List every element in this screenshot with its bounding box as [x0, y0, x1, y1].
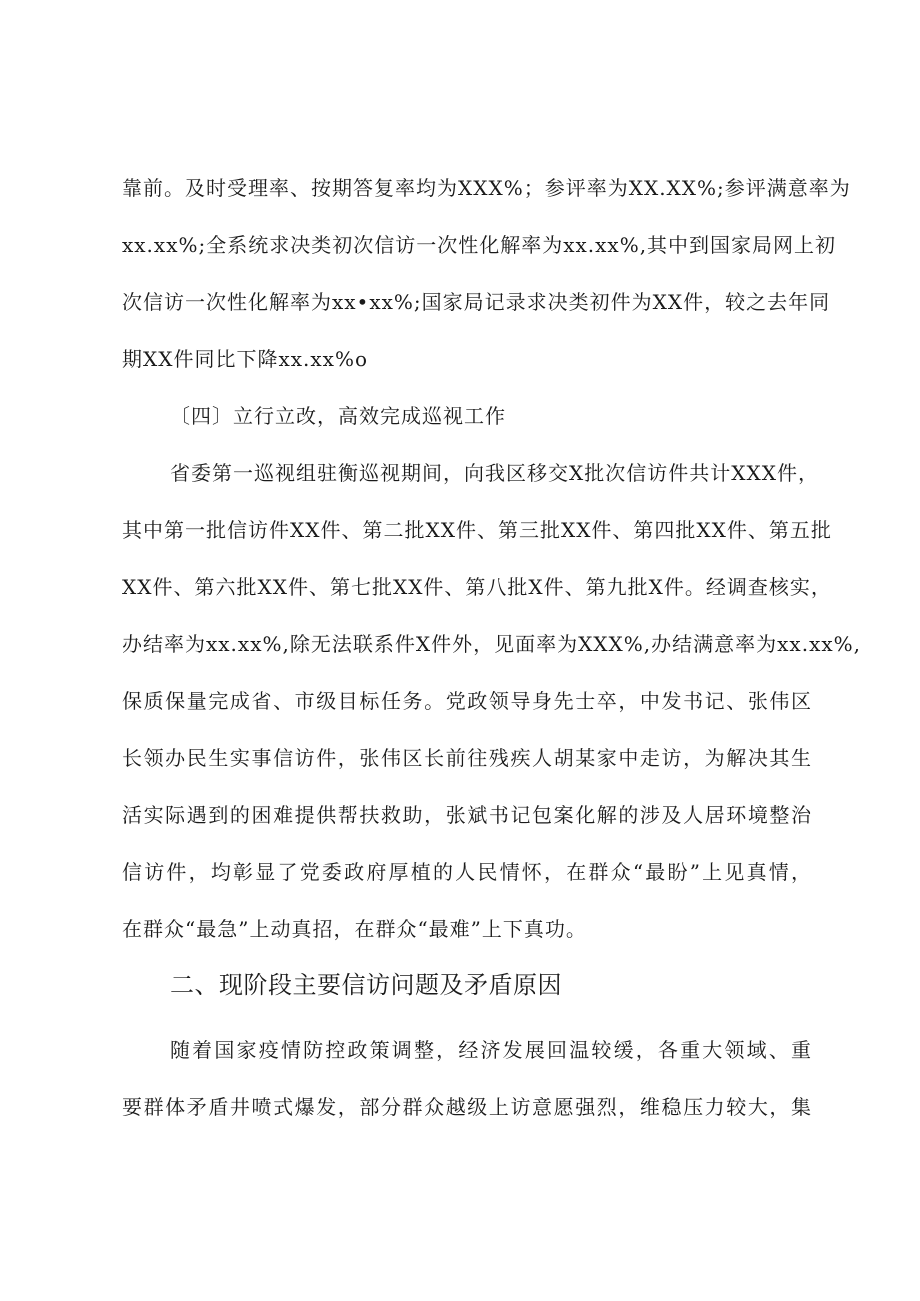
- paragraph-line: XX件、第六批XX件、第七批XX件、第八批X件、第九批X件。经调查核实，: [122, 575, 832, 599]
- paragraph-line: 信访件，均彰显了党委政府厚植的人民情怀，在群众“最盼”上见真情，: [122, 860, 812, 884]
- paragraph-line: 次信访一次性化解率为xx•xx%;国家局记录求决类初件为XX件，较之去年同: [122, 290, 831, 314]
- paragraph-line: 省委第一巡视组驻衡巡视期间，向我区移交X批次信访件共计XXX件，: [170, 461, 819, 485]
- paragraph-line: 要群体矛盾井喷式爆发，部分群众越级上访意愿强烈，维稳压力较大，集: [122, 1095, 812, 1119]
- paragraph-line: 期XX件同比下降xx.xx%o: [122, 347, 368, 371]
- paragraph-line: xx.xx%;全系统求决类初次信访一次性化解率为xx.xx%,其中到国家局网上初: [122, 233, 837, 257]
- paragraph-line: 活实际遇到的困难提供帮扶救助，张斌书记包案化解的涉及人居环境整治: [122, 803, 812, 827]
- paragraph-line: 靠前。及时受理率、按期答复率均为XXX%；参评率为XX.XX%;参评满意率为: [122, 176, 851, 200]
- section-heading: 二、现阶段主要信访问题及矛盾原因: [170, 971, 562, 999]
- paragraph-line: 随着国家疫情防控政策调整，经济发展回温较缓，各重大领域、重: [170, 1038, 812, 1062]
- paragraph-line: 在群众“最急”上动真招，在群众“最难”上下真功。: [122, 917, 587, 941]
- paragraph-line: 其中第一批信访件XX件、第二批XX件、第三批XX件、第四批XX件、第五批: [122, 518, 832, 542]
- paragraph-line: 长领办民生实事信访件，张伟区长前往残疾人胡某家中走访，为解决其生: [122, 746, 812, 770]
- paragraph-line: 保质保量完成省、市级目标任务。党政领导身先士卒，中发书记、张伟区: [122, 689, 812, 713]
- paragraph-line: 办结率为xx.xx%,除无法联系件X件外，见面率为XXX%,办结满意率为xx.xx%,: [122, 632, 861, 656]
- section-subheading: 〔四〕立行立改，高效完成巡视工作: [170, 404, 506, 428]
